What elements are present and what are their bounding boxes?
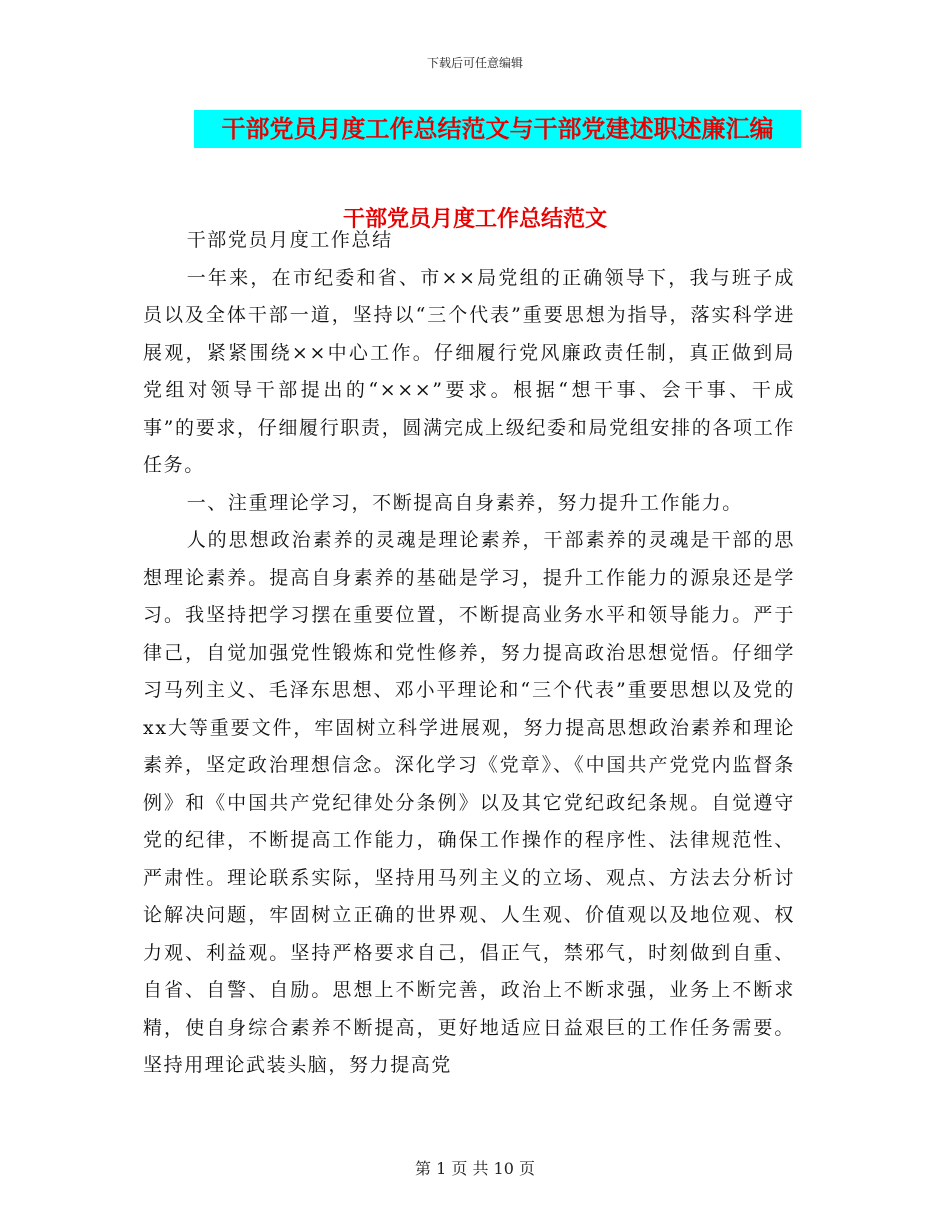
paragraph-section-heading: 一、注重理论学习，不断提高自身素养，努力提升工作能力。 [186,491,743,514]
paragraph-heading: 干部党员月度工作总结 [186,229,393,251]
page-number: 第 1 页 共 10 页 [415,1159,535,1178]
paragraph: 一年来，在市纪委和省、市××局党组的正确领导下，我与班子成员以及全体干部一道，坚持以“三个代表”重要思想为指导，落实科学进展观，紧紧围绕××中心工作。仔细履行党风廉政责任制，真正做到局党组对领导干部提出的“×××”要求。根据“想干事、会干事、干成事”的要求，仔细履行职责，圆满完成上级纪委和局党组安排的各项工作任务。 [143,266,795,476]
header-note: 下载后可任意编辑 [426,56,523,70]
section-title: 干部党员月度工作总结范文 [342,206,607,232]
paragraph: 人的思想政治素养的灵魂是理论素养，干部素养的灵魂是干部的思想理论素养。提高自身素养的基础是学习，提升工作能力的源泉还是学习。我坚持把学习摆在重要位置，不断提高业务水平和领导能力。严于律己，自觉加强党性锻炼和党性修养，努力提高政治思想觉悟。仔细学习马列主义、毛泽东思想、邓小平理论和“三个代表”重要思想以及党的xx大等重要文件，牢固树立科学进展观，努力提高思想政治素养和理论素养，坚定政治理想信念。深化学习《党章》、《中国共产党党内监督条例》和《中国共产党纪律处分条例》以及其它党纪政纪条规。自觉遵守党的纪律，不断提高工作能力，确保工作操作的程序性、法律规范性、严肃性。理论联系实际，坚持用马列主义的立场、观点、方法去分析讨论解决问题，牢固树立正确的世界观、人生观、价值观以及地位观、权力观、利益观。坚持严格要求自己，倡正气，禁邪气，时刻做到自重、自省、自警、自励。思想上不断完善，政治上不断求强，业务上不断求精，使自身综合素养不断提高，更好地适应日益艰巨的工作任务需要。坚持用理论武装头脑，努力提高党 [143,529,795,1076]
document-main-title: 干部党员月度工作总结范文与干部党建述职述廉汇编 [194,110,801,148]
body-text [143,222,795,1085]
